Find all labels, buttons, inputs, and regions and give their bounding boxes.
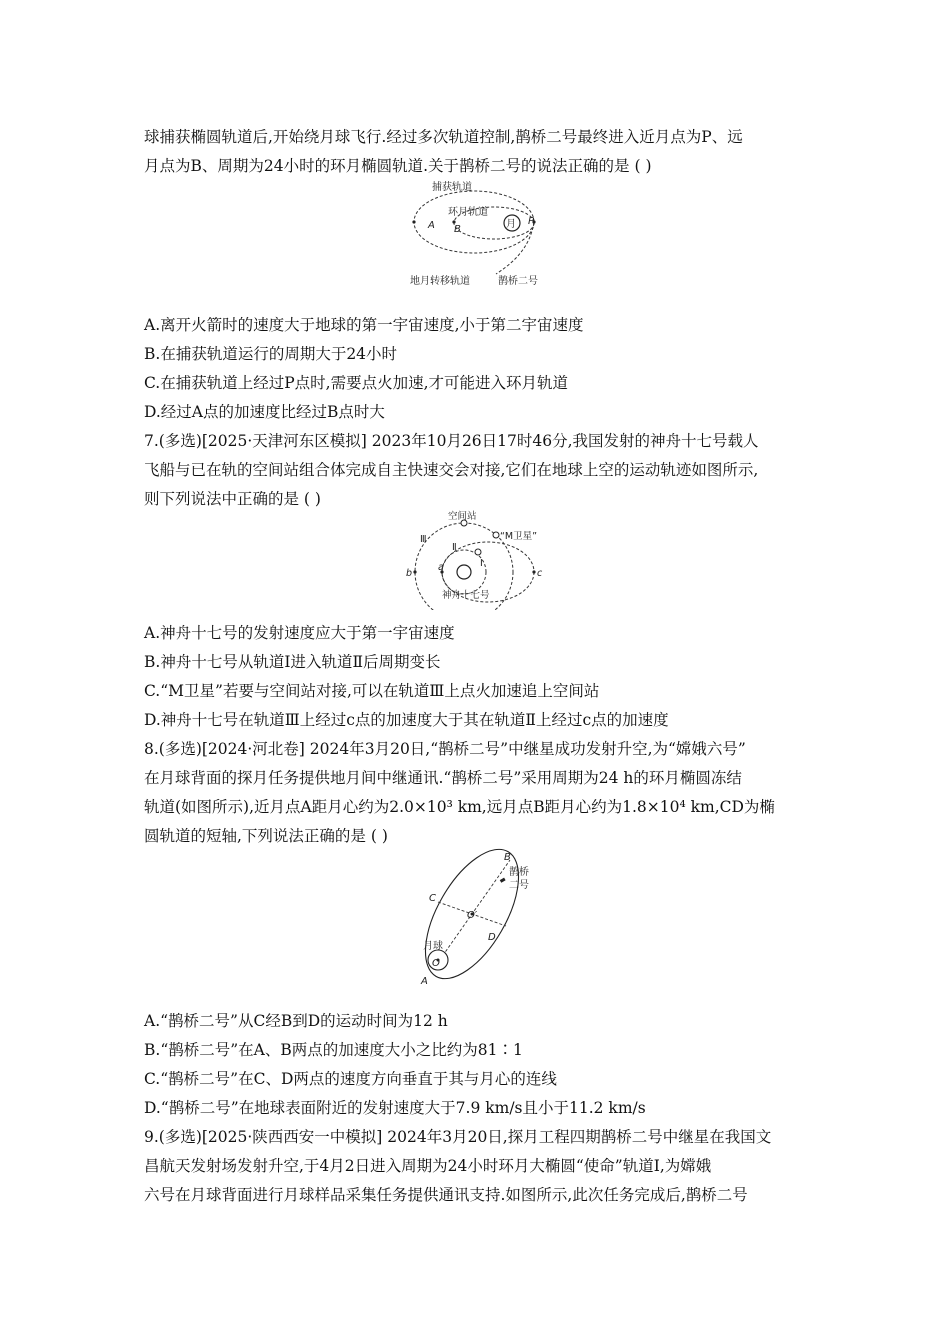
q8-option-c: C.“鹊桥二号”在C、D两点的速度方向垂直于其与月心的连线 — [144, 1070, 557, 1088]
svg-text:B: B — [454, 224, 461, 235]
q8-option-a: A.“鹊桥二号”从C经B到D的运动时间为12 h — [144, 1012, 448, 1030]
q8-text-line-4: 圆轨道的短轴,下列说法正确的是 ( ) — [144, 827, 388, 845]
q6-option-b: B.在捕获轨道运行的周期大于24小时 — [144, 345, 398, 363]
q7-option-d: D.神舟十七号在轨道Ⅲ上经过c点的加速度大于其在轨道Ⅱ上经过c点的加速度 — [144, 711, 669, 729]
svg-text:二号: 二号 — [509, 880, 529, 891]
label-lunar-orbit: 环月轨道 — [448, 207, 488, 218]
label-transfer-orbit: 地月转移轨道 — [410, 276, 470, 287]
svg-text:A: A — [428, 220, 435, 231]
q8-text-line-2: 在月球背面的探月任务提供地月间中继通讯.“鹊桥二号”采用周期为24 h的环月椭圆冻结 — [144, 769, 742, 787]
svg-text:c: c — [537, 568, 543, 579]
q8-option-b: B.“鹊桥二号”在A、B两点的加速度大小之比约为81∶1 — [144, 1041, 523, 1059]
svg-text:C: C — [429, 893, 436, 904]
q7-figure-orbits — [406, 510, 546, 614]
q6-option-d: D.经过A点的加速度比经过B点时大 — [144, 403, 385, 421]
svg-text:O: O — [432, 958, 440, 969]
svg-text:Ⅲ: Ⅲ — [420, 534, 427, 545]
q8-option-d: D.“鹊桥二号”在地球表面附近的发射速度大于7.9 km/s且小于11.2 km/s — [144, 1099, 646, 1117]
q9-text-line-2: 昌航天发射场发射升空,于4月2日进入周期为24小时环月大椭圆“使命”轨道Ⅰ,为嫦娥 — [144, 1157, 712, 1175]
q6-option-c: C.在捕获轨道上经过P点时,需要点火加速,才可能进入环月轨道 — [144, 374, 569, 392]
q8-text-line-1: 8.(多选)[2024·河北卷] 2024年3月20日,“鹊桥二号”中继星成功发射升空,为“嫦娥六号” — [144, 740, 746, 758]
q8-text-line-3: 轨道(如图所示),近月点A距月心约为2.0×10³ km,远月点B距月心约为1.8×10⁴ km,CD为椭 — [144, 798, 775, 816]
svg-text:鹊桥: 鹊桥 — [509, 867, 529, 878]
q6-text-line-1: 球捕获椭圆轨道后,开始绕月球飞行.经过多次轨道控制,鹊桥二号最终进入近月点为P、远 — [144, 128, 743, 146]
svg-text:P: P — [528, 216, 535, 227]
svg-text:Ⅰ: Ⅰ — [480, 558, 483, 569]
svg-text:神舟十七号: 神舟十七号 — [442, 590, 490, 601]
svg-text:空间站: 空间站 — [448, 511, 477, 522]
svg-text:b: b — [406, 568, 413, 579]
q7-text-line-1: 7.(多选)[2025·天津河东区模拟] 2023年10月26日17时46分,我国发射的神舟十七号载人 — [144, 432, 759, 450]
svg-text:月球: 月球 — [423, 941, 443, 952]
q6-figure-orbits — [408, 178, 558, 294]
q8-figure-orbit — [410, 848, 540, 992]
q7-option-c: C.“M卫星”若要与空间站对接,可以在轨道Ⅲ上点火加速追上空间站 — [144, 682, 600, 700]
q6-text-line-2: 月点为B、周期为24小时的环月椭圆轨道.关于鹊桥二号的说法正确的是 ( ) — [144, 157, 652, 175]
satellite-mark — [500, 878, 506, 883]
q7-option-a: A.神舟十七号的发射速度应大于第一宇宙速度 — [144, 624, 455, 642]
q6-option-a: A.离开火箭时的速度大于地球的第一宇宙速度,小于第二宇宙速度 — [144, 316, 584, 334]
svg-text:O′: O′ — [467, 910, 478, 921]
earth-circle — [457, 565, 471, 579]
q7-text-line-2: 飞船与已在轨的空间站组合体完成自主快速交会对接,它们在地球上空的运动轨迹如图所示, — [144, 461, 759, 479]
q7-text-line-3: 则下列说法中正确的是 ( ) — [144, 490, 321, 508]
svg-text:D: D — [488, 932, 496, 943]
svg-text:a: a — [438, 562, 444, 573]
svg-text:Ⅱ: Ⅱ — [452, 542, 457, 553]
m-satellite-dot — [493, 532, 499, 538]
label-capture-orbit: 捕获轨道 — [432, 182, 472, 193]
q9-text-line-1: 9.(多选)[2025·陕西西安一中模拟] 2024年3月20日,探月工程四期鹊桥二号中继星在我国文 — [144, 1128, 772, 1146]
q9-text-line-3: 六号在月球背面进行月球样品采集任务提供通讯支持.如图所示,此次任务完成后,鹊桥二号 — [144, 1186, 748, 1204]
ship-dot — [475, 549, 481, 555]
svg-text:“M卫星”: “M卫星” — [500, 531, 538, 542]
svg-text:B: B — [504, 852, 511, 863]
svg-text:A: A — [421, 976, 428, 987]
label-satellite: 鹊桥二号 — [498, 276, 538, 287]
q7-option-b: B.神舟十七号从轨道Ⅰ进入轨道Ⅱ后周期变长 — [144, 653, 441, 671]
label-moon: 月 — [506, 219, 516, 230]
